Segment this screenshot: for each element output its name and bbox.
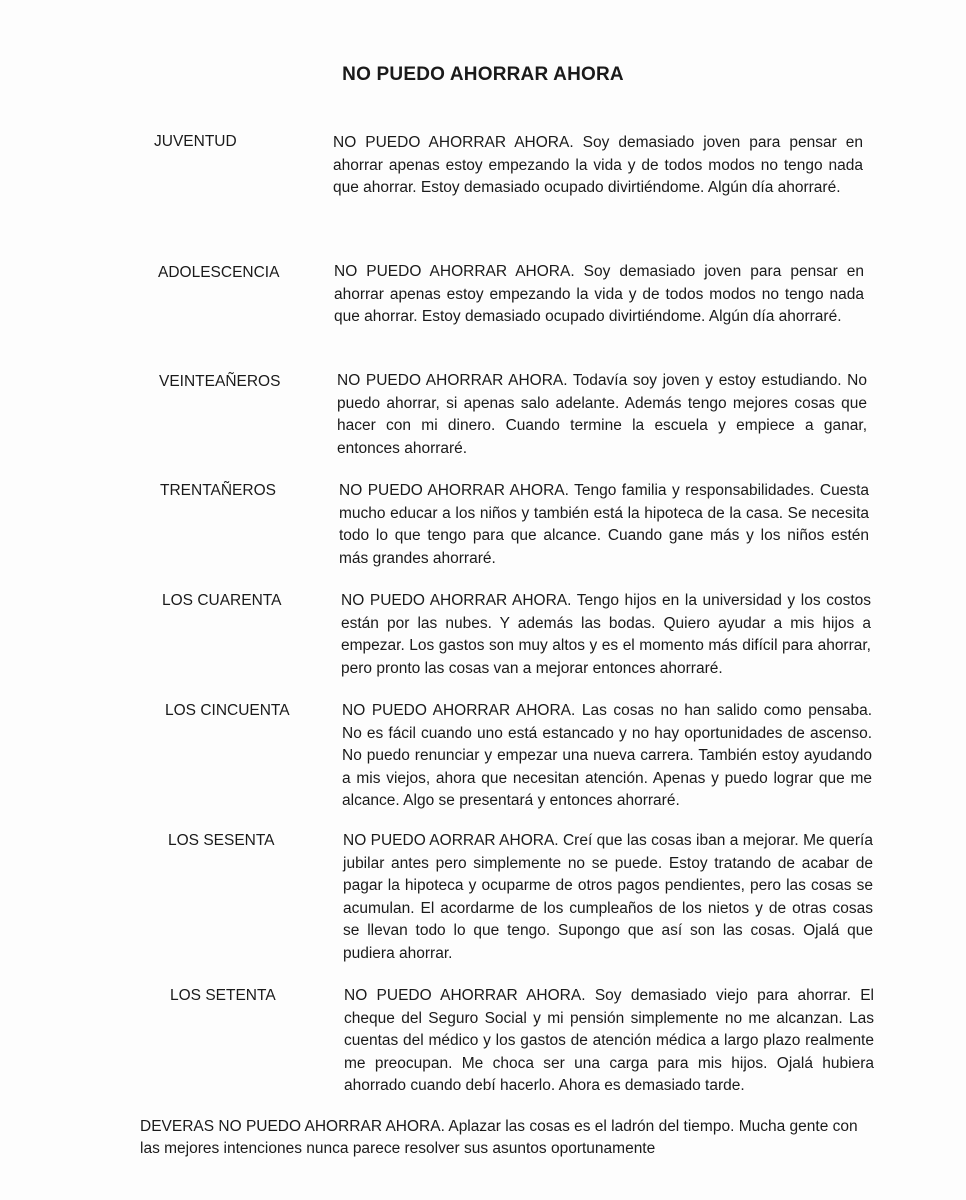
section-text-sesenta: NO PUEDO AORRAR AHORA. Creí que las cosas iban a mejorar. Me quería jubilar antes pero simplemente no se puede. Estoy tratando de acabar de pagar la hipoteca y ocuparme de otros pagos pendientes, pero las cosas se acumulan. El acordarme de los cumpleaños de los nietos y de otras cosas se llevan todo lo que tengo. Supongo que así son las cosas. Ojalá que pudiera ahorrar. <box>343 832 873 962</box>
section-text-cuarenta: NO PUEDO AHORRAR AHORA. Tengo hijos en la universidad y los costos están por las nubes. Y además las bodas. Quiero ayudar a mis hijos a empezar. Los gastos son muy altos y es el momento más difícil para ahorrar, pero pronto las cosas van a mejorar entonces ahorraré. <box>341 592 871 677</box>
section-label-sesenta: LOS SESENTA <box>168 832 275 849</box>
section-label-cuarenta: LOS CUARENTA <box>162 592 282 609</box>
section-text-juventud: NO PUEDO AHORRAR AHORA. Soy demasiado joven para pensar en ahorrar apenas estoy empezando la vida y de todos modos no tengo nada que ahorrar. Estoy demasiado ocupado divirtiéndome. Algún día ahorraré. <box>333 134 863 196</box>
section-label-setenta: LOS SETENTA <box>170 987 276 1004</box>
section-text-adolescencia: NO PUEDO AHORRAR AHORA. Soy demasiado joven para pensar en ahorrar apenas estoy empezando la vida y de todos modos no tengo nada que ahorrar. Estoy demasiado ocupado divirtiéndome. Algún día ahorraré. <box>334 263 864 325</box>
section-text-setenta: NO PUEDO AHORRAR AHORA. Soy demasiado viejo para ahorrar. El cheque del Seguro Social y mi pensión simplemente no me alcanzan. Las cuentas del médico y los gastos de atención médica a largo plazo realmente me preocupan. Me choca ser una carga para mis hijos. Ojalá hubiera ahorrado cuando debí hacerlo. Ahora es demasiado tarde. <box>344 987 874 1094</box>
section-label-juventud: JUVENTUD <box>154 133 237 150</box>
section-text-veinteaneros: NO PUEDO AHORRAR AHORA. Todavía soy joven y estoy estudiando. No puedo ahorrar, si apenas salo adelante. Además tengo mejores cosas que hacer con mi dinero. Cuando termine la escuela y empiece a ganar, entonces ahorraré. <box>337 372 867 457</box>
section-label-trentaneros: TRENTAÑEROS <box>160 482 276 499</box>
section-text-trentaneros: NO PUEDO AHORRAR AHORA. Tengo familia y responsabilidades. Cuesta mucho educar a los niños y también está la hipoteca de la casa. Se necesita todo lo que tengo para que alcance. Cuando gane más y los niños estén más grandes ahorraré. <box>339 482 869 567</box>
section-label-adolescencia: ADOLESCENCIA <box>158 264 280 281</box>
section-label-cincuenta: LOS CINCUENTA <box>165 702 290 719</box>
section-text-cincuenta: NO PUEDO AHORRAR AHORA. Las cosas no han salido como pensaba. No es fácil cuando uno está estancado y no hay oportunidades de ascenso. No puedo renunciar y empezar una nueva carrera. También estoy ayudando a mis viejos, ahora que necesitan atención. Apenas y puedo lograr que me alcance. Algo se presentará y entonces ahorraré. <box>342 702 872 809</box>
closing-paragraph: DEVERAS NO PUEDO AHORRAR AHORA. Aplazar las cosas es el ladrón del tiempo. Mucha gente con las mejores intenciones nunca parece resolver sus asuntos oportunamente <box>140 1118 858 1157</box>
section-label-veinteaneros: VEINTEAÑEROS <box>159 373 281 390</box>
page-title: NO PUEDO AHORRAR AHORA <box>342 64 624 85</box>
